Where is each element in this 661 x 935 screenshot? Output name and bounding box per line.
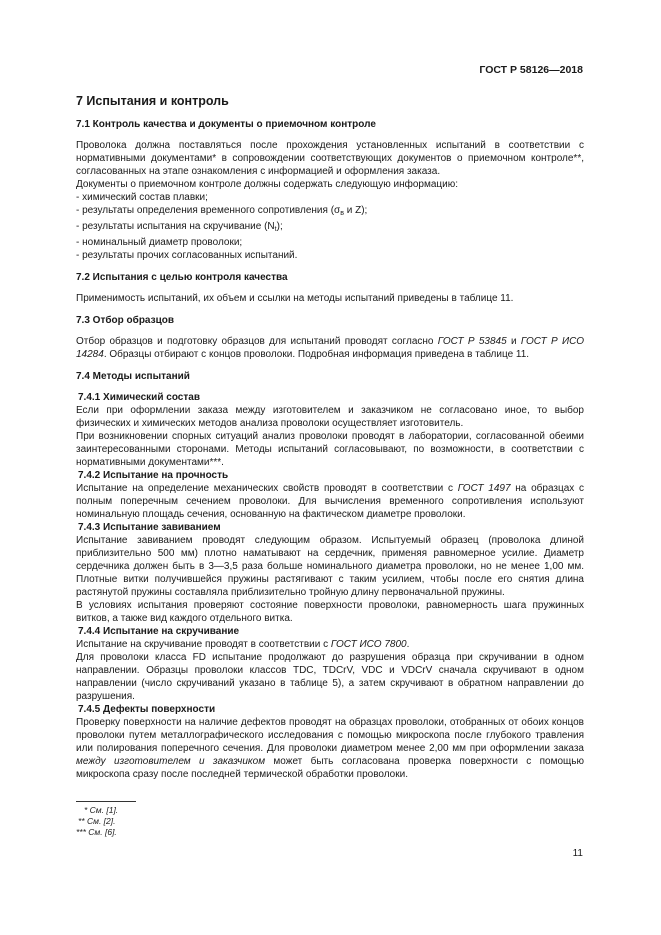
section-7-3-paragraph: Отбор образцов и подготовку образцов для испытаний проводят согласно ГОСТ Р 53845 и ГОСТ Р ИСО 14284. Образцы отбирают с концов проволоки. Подробная информация приведена в таблице 11.	[76, 336, 584, 360]
section-7-2-title: 7.2 Испытания с целью контроля качества	[76, 272, 288, 283]
footnote-divider	[76, 801, 136, 802]
section-7-4-1-paragraph-2: При возникновении спорных ситуаций анализ проволоки проводят в лаборатории, согласованной обеими заинтересованными сторонами. Методы испытаний согласовывают, по возможности, в соответствии с нормативными документами***.	[76, 431, 584, 468]
section-7-4-title: 7.4 Методы испытаний	[76, 371, 190, 382]
reference-gost-r-53845: ГОСТ Р 53845	[437, 336, 507, 347]
footnote-2: ** См. [2].	[78, 816, 116, 826]
emphasis-manufacturer-customer: между изготовителем и заказчиком	[76, 756, 266, 767]
reference-gost-iso-7800: ГОСТ ИСО 7800	[330, 639, 407, 650]
section-7-1-paragraph-2: Документы о приемочном контроле должны содержать следующую информацию:	[76, 179, 459, 190]
list-item-torsion: - результаты испытания на скручивание $(N_t)$;	[76, 221, 283, 233]
page-number: 11	[572, 848, 583, 859]
reference-gost-1497: ГОСТ 1497	[457, 483, 511, 494]
standard-header: ГОСТ Р 58126—2018	[479, 64, 583, 76]
list-item-other: - результаты прочих согласованных испытаний.	[76, 250, 298, 261]
page-content	[76, 94, 584, 781]
section-7-4-4-paragraph-1: Испытание на скручивание проводят в соответствии с ГОСТ ИСО 7800.	[76, 639, 410, 650]
section-7-title: 7 Испытания и контроль	[76, 94, 229, 108]
section-7-4-5-title: 7.4.5 Дефекты поверхности	[78, 704, 216, 715]
list-item-chemical: - химический состав плавки;	[76, 192, 208, 203]
section-7-4-3-title: 7.4.3 Испытание завиванием	[78, 522, 221, 533]
section-7-4-4-title: 7.4.4 Испытание на скручивание	[78, 626, 240, 637]
section-7-4-3-paragraph-2: В условиях испытания проверяют состояние поверхности проволоки, равномерность шага пружинных витков, а также вид каждого отдельного витка.	[76, 600, 584, 624]
list-item-diameter: - номинальный диаметр проволоки;	[76, 237, 243, 248]
reference-gost-r-iso-14284: ГОСТ Р ИСО 14284	[76, 336, 584, 360]
footnote-1: * См. [1].	[84, 805, 119, 815]
footnote-3: *** См. [6].	[76, 827, 117, 837]
section-7-4-1-paragraph-1: Если при оформлении заказа между изготовителем и заказчиком не согласовано иное, то выбор физических и химических методов анализа проволоки осуществляет изготовитель.	[76, 405, 584, 429]
section-7-4-5-paragraph: Проверку поверхности на наличие дефектов проводят на образцах проволоки, отобранных от обоих концов проволоки путем металлографического исследования с помощью микроскопа после глубокого травления или полирования поперечного сечения. Для проволоки диаметром менее 2,00 мм при оформлении заказа между изготовителем и заказчиком может быть согласована проверка поверхности с помощью микроскопа сразу после последней термической обработки проволоки.	[76, 717, 584, 780]
section-7-1-title: 7.1 Контроль качества и документы о приемочном контроле	[76, 119, 376, 130]
section-7-3-title: 7.3 Отбор образцов	[76, 315, 174, 326]
section-7-2-paragraph: Применимость испытаний, их объем и ссылки на методы испытаний приведены в таблице 11.	[76, 293, 514, 304]
list-item-tensile: - результаты определения временного сопротивления ($\sigma_в$ и Z);	[76, 205, 368, 217]
section-7-4-1-title: 7.4.1 Химический состав	[78, 392, 200, 403]
section-7-4-3-paragraph-1: Испытание завиванием проводят следующим образом. Испытуемый образец (проволока длиной приблизительно 500 мм) плотно наматывают на сердечник, применяя равномерное усилие. Диаметр сердечника должен быть в 3—3,5 раза больше номинального диаметра проволоки, но не менее 1,00 мм. Плотные витки получившейся пружины растягивают с таким усилием, чтобы после его снятия длина растянутой пружины составляла приблизительно тройную длину первоначальной пружины.	[76, 535, 584, 598]
section-7-1-paragraph-1: Проволока должна поставляться после прохождения установленных испытаний в соответствии с нормативными документами* в сопровождении соответствующих документов о приемочном контроле**, согласованных на этапе ознакомления с информацией и оформления заказа.	[76, 140, 584, 177]
section-7-4-4-paragraph-2: Для проволоки класса FD испытание продолжают до разрушения образца при скручивании в одном направлении. Образцы проволоки классов TDC, TDCrV, VDC и VDCrV сначала скручивают в одном направлении (число скручиваний указано в таблице 5), а затем скручивают в обратном направлении до разрушения.	[76, 652, 584, 702]
section-7-4-2-title: 7.4.2 Испытание на прочность	[78, 470, 229, 481]
section-7-4-2-paragraph: Испытание на определение механических свойств проводят в соответствии с ГОСТ 1497 на образцах с полным поперечным сечением проволоки. Для вычисления временного сопротивления используют номинальную площадь сечения, основанную на фактическом диаметре проволоки.	[76, 483, 584, 520]
